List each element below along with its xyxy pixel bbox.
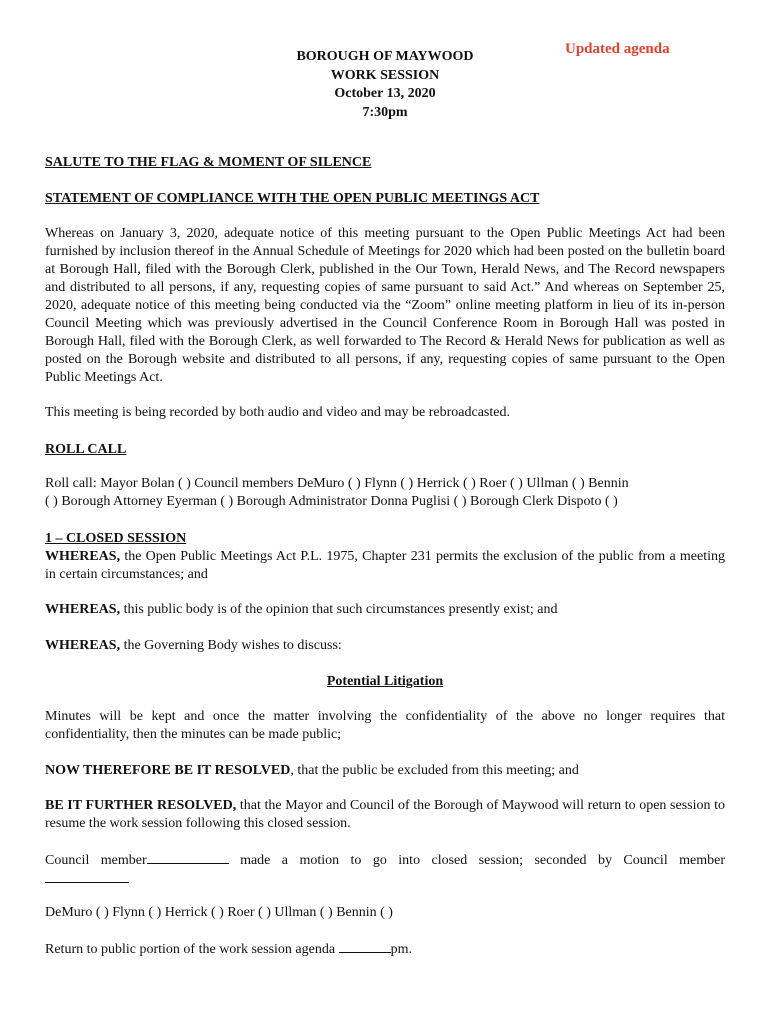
roll-call-line-2: ( ) Borough Attorney Eyerman ( ) Borough Administrator Donna Puglisi ( ) Borough Clerk Dispoto ( ) — [45, 494, 618, 509]
motion-text-2: made a motion to go into closed session; seconded by Council member — [228, 853, 726, 868]
roll-call-heading: ROLL CALL — [45, 442, 127, 457]
resolved-lead-1: NOW THEREFORE BE IT RESOLVED — [45, 763, 291, 778]
seconder-blank — [45, 870, 129, 883]
header-time: 7:30pm — [362, 104, 408, 120]
return-text-1: Return to public portion of the work session agenda — [45, 942, 339, 957]
resolved-paragraph-1 — [45, 762, 725, 780]
resolved-text-1: , that the public be excluded from this meeting; and — [290, 763, 579, 778]
whereas-lead-3: WHEREAS, — [45, 638, 121, 653]
roll-call-line-1: Roll call: Mayor Bolan ( ) Council members DeMuro ( ) Flynn ( ) Herrick ( ) Roer ( ) Ullman ( ) Bennin — [45, 476, 629, 491]
resolved-text-2: that the Mayor and Council of the Borough of Maywood will return to open session to resume the work session following this closed session. — [45, 798, 725, 831]
minutes-paragraph: Minutes will be kept and once the matter involving the confidentiality of the above no longer requires that confidentiality, then the minutes can be made public; — [45, 709, 725, 742]
whereas-text-2: this public body is of the opinion that such circumstances presently exist; and — [120, 602, 558, 617]
whereas-paragraph-2 — [45, 601, 725, 619]
vote-line: DeMuro ( ) Flynn ( ) Herrick ( ) Roer ( ) Ullman ( ) Bennin ( ) — [45, 905, 393, 920]
whereas-text-3: the Governing Body wishes to discuss: — [120, 638, 342, 653]
whereas-paragraph-3 — [45, 637, 725, 655]
header-session: WORK SESSION — [330, 67, 440, 83]
whereas-paragraph-1 — [45, 548, 725, 584]
resolved-lead-2: BE IT FURTHER RESOLVED, — [45, 798, 237, 813]
topic-heading: Potential Litigation — [326, 674, 444, 689]
return-paragraph — [45, 940, 725, 959]
compliance-heading: STATEMENT OF COMPLIANCE WITH THE OPEN PUBLIC MEETINGS ACT — [45, 191, 540, 206]
return-time-blank — [339, 940, 391, 953]
header-date: October 13, 2020 — [334, 86, 436, 101]
header-borough: BOROUGH OF MAYWOOD — [296, 49, 474, 64]
compliance-paragraph: Whereas on January 3, 2020, adequate notice of this meeting pursuant to the Open Public Meetings Act had been furnished by inclusion thereof in the Annual Schedule of Meetings for 2020 which had been posted on the bulletin board at Borough Hall, filed with the Borough Clerk, published in the Our Town, Herald News, and The Record newspapers and distributed to all persons, if any, requesting copies of same pursuant to said Act.” And whereas on September 25, 2020, adequate notice of this meeting being conducted via the “Zoom” online meeting platform in lieu of its in-person Council Meeting which was previously advertised in the Council Conference Room in Borough Hall was posted in Borough Hall, filed with the Borough Clerk, as well forwarded to The Record & Herald News for publication as well as posted on the Borough website and distributed to all persons, if any, requesting copies of same pursuant to the Open Public Meetings Act. — [45, 226, 725, 385]
return-text-2: pm. — [390, 942, 412, 957]
motion-paragraph — [45, 851, 725, 889]
motion-text-1: Council member — [45, 853, 147, 868]
closed-session-heading: 1 – CLOSED SESSION — [45, 531, 187, 546]
resolved-paragraph-2 — [45, 797, 725, 833]
whereas-text-1: the Open Public Meetings Act P.L. 1975, Chapter 231 permits the exclusion of the public from a meeting in certain circumstances; and — [45, 549, 725, 582]
updated-agenda-label: Updated agenda — [565, 41, 670, 57]
whereas-lead-1: WHEREAS, — [45, 549, 121, 564]
recording-notice: This meeting is being recorded by both audio and video and may be rebroadcasted. — [45, 405, 510, 420]
whereas-lead-2: WHEREAS, — [45, 602, 121, 617]
document-header — [245, 48, 525, 122]
salute-heading: SALUTE TO THE FLAG & MOMENT OF SILENCE — [45, 155, 372, 170]
mover-blank — [147, 851, 229, 864]
